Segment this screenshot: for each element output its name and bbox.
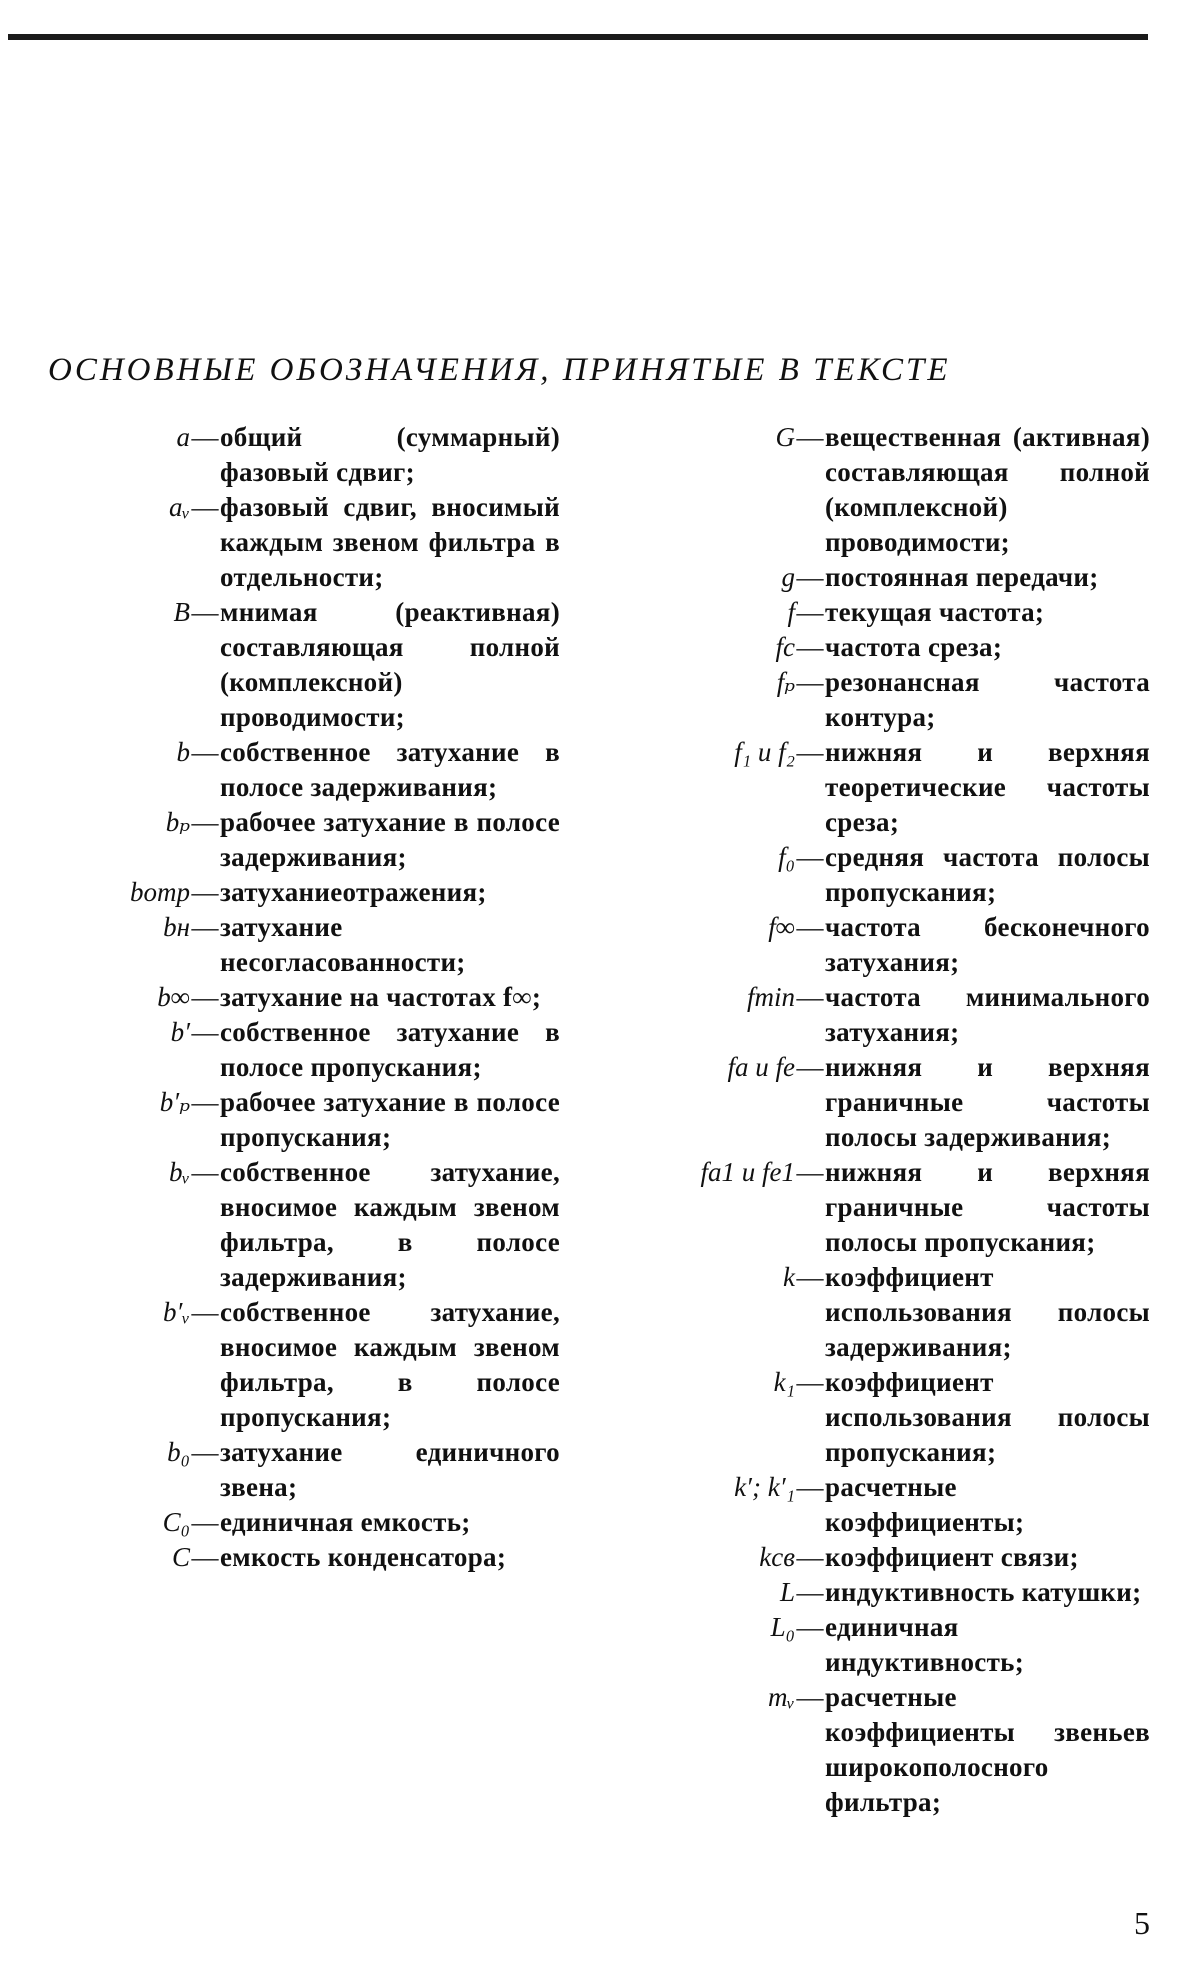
notation-dash: — xyxy=(191,1542,219,1572)
notation-entry xyxy=(585,1470,1150,1540)
notation-entry xyxy=(50,490,560,595)
notation-dash: — xyxy=(191,807,219,837)
notation-definition: единичная емкость; xyxy=(220,1507,471,1537)
notation-dash: — xyxy=(191,1157,219,1187)
notation-symbol: C xyxy=(171,1542,190,1572)
notation-dash: — xyxy=(796,562,824,592)
notation-entry xyxy=(585,630,1150,665)
notation-definition: затухание на частотах f∞; xyxy=(220,982,542,1012)
notation-symbol: L₀ xyxy=(770,1612,795,1642)
notation-entry xyxy=(585,420,1150,560)
notation-definition: индуктивность катушки; xyxy=(825,1577,1142,1607)
notation-definition: нижняя и верхняя теоретические частоты среза; xyxy=(825,737,1150,837)
notation-dash: — xyxy=(796,912,824,942)
notation-symbol: k′; k′₁ xyxy=(734,1472,795,1502)
notation-entry xyxy=(50,1435,560,1505)
notation-symbol: b′ₚ xyxy=(159,1087,190,1117)
notation-dash: — xyxy=(191,1297,219,1327)
notation-entry xyxy=(585,1365,1150,1470)
notation-symbol: b′ xyxy=(170,1017,190,1047)
notation-dash: — xyxy=(796,842,824,872)
notation-dash: — xyxy=(191,877,219,907)
notation-symbol: kсв xyxy=(759,1542,795,1572)
notation-dash: — xyxy=(191,737,219,767)
notation-symbol: mᵥ xyxy=(767,1682,795,1712)
notation-entry xyxy=(585,980,1150,1050)
notation-definition: коэффициент связи; xyxy=(825,1542,1079,1572)
page-title: ОСНОВНЫЕ ОБОЗНАЧЕНИЯ, ПРИНЯТЫЕ В ТЕКСТЕ xyxy=(48,352,951,388)
notation-definition: нижняя и верхняя граничные частоты полосы пропускания; xyxy=(825,1157,1150,1257)
notation-entry xyxy=(585,1260,1150,1365)
notation-definition: текущая частота; xyxy=(825,597,1045,627)
notation-entry xyxy=(585,1680,1150,1820)
notation-symbol: bₚ xyxy=(165,807,190,837)
notation-definition: собственное затухание, вносимое каждым звеном фильтра, в полосе пропускания; xyxy=(220,1297,560,1432)
notation-dash: — xyxy=(796,1052,824,1082)
notation-entry xyxy=(585,1610,1150,1680)
notation-entry xyxy=(585,560,1150,595)
left-column xyxy=(50,420,560,1575)
notation-definition: затуханиеотражения; xyxy=(220,877,487,907)
notation-definition: вещественная (активная) составляющая полной (комплексной) проводимости; xyxy=(825,422,1150,557)
notation-definition: частота минимального затухания; xyxy=(825,982,1150,1047)
notation-dash: — xyxy=(796,1612,824,1642)
notation-entry xyxy=(50,1540,560,1575)
notation-definition: общий (суммарный) фазовый сдвиг; xyxy=(220,422,560,487)
notation-dash: — xyxy=(191,1017,219,1047)
notation-dash: — xyxy=(796,1577,824,1607)
notation-symbol: fa1 и fe1 xyxy=(700,1157,795,1187)
notation-definition: коэффициент использования полосы пропускания; xyxy=(825,1367,1150,1467)
notation-entry xyxy=(585,1050,1150,1155)
notation-symbol: fₚ xyxy=(776,667,795,697)
notation-entry xyxy=(50,595,560,735)
notation-symbol: b₀ xyxy=(167,1437,190,1467)
notation-symbol: L xyxy=(779,1577,795,1607)
notation-symbol: a xyxy=(176,422,190,452)
notation-entry xyxy=(50,910,560,980)
notation-definition: собственное затухание в полосе пропускания; xyxy=(220,1017,560,1082)
notation-entry xyxy=(50,1155,560,1295)
notation-dash: — xyxy=(796,982,824,1012)
notation-definition: затухание единичного звена; xyxy=(220,1437,560,1502)
notation-dash: — xyxy=(796,597,824,627)
notation-symbol: f₀ xyxy=(778,842,795,872)
notation-symbol: bотр xyxy=(130,877,190,907)
notation-entry xyxy=(50,980,560,1015)
notation-symbol: B xyxy=(173,597,190,627)
notation-symbol: b∞ xyxy=(157,982,190,1012)
notation-symbol: bн xyxy=(163,912,190,942)
notation-entry xyxy=(585,840,1150,910)
notation-dash: — xyxy=(191,492,219,522)
notation-definition: частота бесконечного затухания; xyxy=(825,912,1150,977)
notation-entry xyxy=(50,1015,560,1085)
notation-entry xyxy=(50,1295,560,1435)
notation-definition: резонансная частота контура; xyxy=(825,667,1150,732)
notation-dash: — xyxy=(796,737,824,767)
notation-entry xyxy=(585,1155,1150,1260)
notation-symbol: fmin xyxy=(746,982,795,1012)
notation-dash: — xyxy=(796,1157,824,1187)
notation-definition: нижняя и верхняя граничные частоты полосы задерживания; xyxy=(825,1052,1150,1152)
notation-entry xyxy=(585,1540,1150,1575)
notation-definition: постоянная передачи; xyxy=(825,562,1099,592)
notation-entry xyxy=(50,420,560,490)
notation-symbol: k₁ xyxy=(773,1367,795,1397)
notation-entry xyxy=(585,595,1150,630)
right-column xyxy=(585,420,1150,1820)
notation-definition: фазовый сдвиг, вносимый каждым звеном фильтра в отдельности; xyxy=(220,492,560,592)
notation-entry xyxy=(50,1085,560,1155)
notation-dash: — xyxy=(796,632,824,662)
notation-symbol: fa и fe xyxy=(727,1052,795,1082)
notation-symbol: k xyxy=(783,1262,795,1292)
notation-definition: собственное затухание в полосе задерживания; xyxy=(220,737,560,802)
notation-symbol: bᵥ xyxy=(168,1157,190,1187)
notation-symbol: f∞ xyxy=(768,912,795,942)
notation-dash: — xyxy=(796,422,824,452)
notation-symbol: C₀ xyxy=(162,1507,190,1537)
notation-dash: — xyxy=(796,1472,824,1502)
notation-dash: — xyxy=(191,422,219,452)
notation-definition: затухание несогласованности; xyxy=(220,912,466,977)
notation-dash: — xyxy=(796,1542,824,1572)
notation-symbol: aᵥ xyxy=(168,492,190,522)
notation-entry xyxy=(50,1505,560,1540)
notation-symbol: g xyxy=(781,562,795,592)
notation-definition: коэффициент использования полосы задерживания; xyxy=(825,1262,1150,1362)
notation-dash: — xyxy=(191,912,219,942)
notation-definition: расчетные коэффициенты звеньев широкополосного фильтра; xyxy=(825,1682,1150,1817)
notation-definition: средняя частота полосы пропускания; xyxy=(825,842,1150,907)
notation-dash: — xyxy=(796,1262,824,1292)
notation-definition: единичная индуктивность; xyxy=(825,1612,1025,1677)
notation-entry xyxy=(585,1575,1150,1610)
notation-dash: — xyxy=(191,597,219,627)
notation-entry xyxy=(50,735,560,805)
notation-entry xyxy=(585,735,1150,840)
notation-definition: рабочее затухание в полосе пропускания; xyxy=(220,1087,560,1152)
notation-dash: — xyxy=(191,1507,219,1537)
notation-entry xyxy=(50,875,560,910)
notation-dash: — xyxy=(796,1367,824,1397)
notation-symbol: b xyxy=(176,737,190,767)
notation-definition: расчетные коэффициенты; xyxy=(825,1472,1025,1537)
notation-definition: собственное затухание, вносимое каждым звеном фильтра, в полосе задерживания; xyxy=(220,1157,560,1292)
notation-definition: мнимая (реактивная) составляющая полной (комплексной) проводимости; xyxy=(220,597,560,732)
notation-dash: — xyxy=(796,1682,824,1712)
page-number: 5 xyxy=(1134,1905,1150,1941)
notation-symbol: f₁ и f₂ xyxy=(734,737,795,767)
notation-definition: емкость конденсатора; xyxy=(220,1542,507,1572)
notation-entry xyxy=(585,910,1150,980)
notation-symbol: fс xyxy=(775,632,795,662)
notation-symbol: b′ᵥ xyxy=(163,1297,190,1327)
notation-dash: — xyxy=(191,982,219,1012)
top-rule xyxy=(8,34,1148,40)
notation-symbol: f xyxy=(787,597,795,627)
notation-dash: — xyxy=(191,1087,219,1117)
notation-dash: — xyxy=(191,1437,219,1467)
notation-entry xyxy=(50,805,560,875)
notation-symbol: G xyxy=(775,422,795,452)
notation-entry xyxy=(585,665,1150,735)
notation-dash: — xyxy=(796,667,824,697)
notation-definition: частота среза; xyxy=(825,632,1003,662)
notation-definition: рабочее затухание в полосе задерживания; xyxy=(220,807,560,872)
